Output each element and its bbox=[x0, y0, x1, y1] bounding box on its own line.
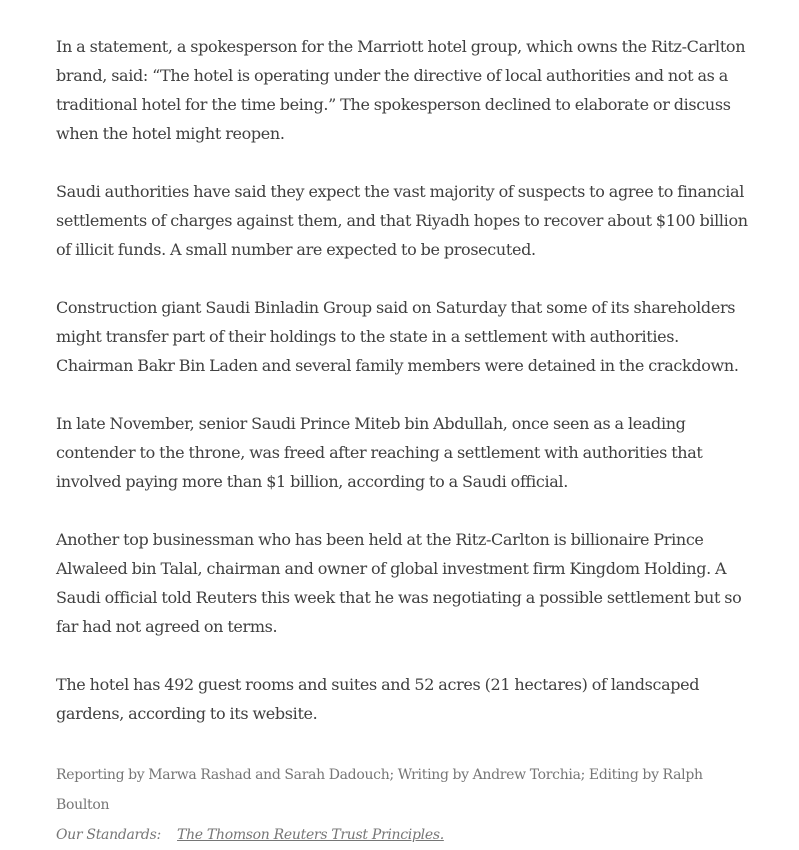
article-paragraph-3: Construction giant Saudi Binladin Group said on Saturday that some of its shareholders might transfer part of their holdings to the state in a settlement with authorities. Chairman Bakr Bin Laden and several family members were detained in the crackdown. bbox=[56, 298, 739, 375]
article-paragraph-4: In late November, senior Saudi Prince Miteb bin Abdullah, once seen as a leading contender to the throne, was freed after reaching a settlement with authorities that involved paying more than $1 billion, according to a Saudi official. bbox=[56, 414, 703, 491]
article-paragraph-6: The hotel has 492 guest rooms and suites and 52 acres (21 hectares) of landscaped gardens, according to its website. bbox=[56, 675, 700, 723]
article-credits: Reporting by Marwa Rashad and Sarah Dadouch; Writing by Andrew Torchia; Editing by Ralph Boulton bbox=[56, 767, 703, 813]
standards-line bbox=[56, 820, 756, 850]
article-paragraph-2: Saudi authorities have said they expect the vast majority of suspects to agree to financial settlements of charges against them, and that Riyadh hopes to recover about $100 billion of illicit funds. A small number are expected to be prosecuted. bbox=[56, 182, 748, 259]
standards-label: Our Standards: bbox=[56, 827, 161, 843]
article-body bbox=[56, 32, 756, 850]
trust-principles-link[interactable]: The Thomson Reuters Trust Principles. bbox=[177, 827, 444, 843]
article-paragraph-1: In a statement, a spokesperson for the Marriott hotel group, which owns the Ritz-Carlton brand, said: “The hotel is operating under the directive of local authorities and not as a traditional hotel for the time being.” The spokesperson declined to elaborate or discuss when the hotel might reopen. bbox=[56, 37, 746, 143]
article-paragraph-5: Another top businessman who has been held at the Ritz-Carlton is billionaire Prince Alwaleed bin Talal, chairman and owner of global investment firm Kingdom Holding. A Saudi official told Reuters this week that he was negotiating a possible settlement but so far had not agreed on terms. bbox=[56, 530, 742, 636]
